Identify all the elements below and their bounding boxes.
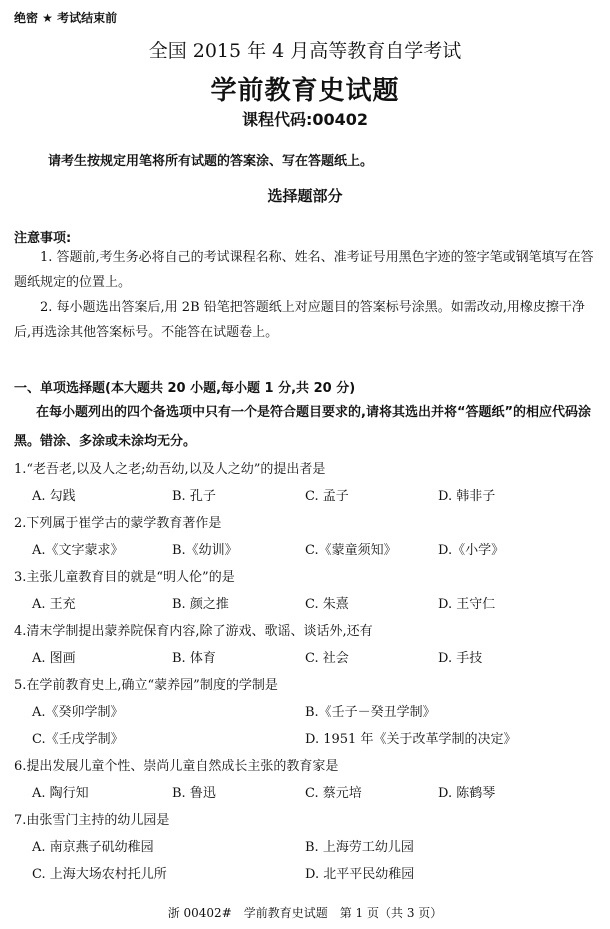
q7-option-b: B. 上海劳工幼儿园 xyxy=(305,840,414,855)
section-heading: 一、单项选择题(本大题共 20 小题,每小题 1 分,共 20 分) xyxy=(14,381,356,396)
q4-option-b: B. 体育 xyxy=(172,651,216,666)
q4-option-a: A. 图画 xyxy=(32,651,76,666)
question-5: 5.在学前教育史上,确立“蒙养园”制度的学制是 xyxy=(14,678,278,693)
secret-label: 绝密 ★ 考试结束前 xyxy=(14,11,118,25)
q2-option-d: D.《小学》 xyxy=(438,543,505,558)
section-description: 在每小题列出的四个备选项中只有一个是符合题目要求的,请将其选出并将“答题纸”的相应代码涂黑。错涂、多涂或未涂均无分。 xyxy=(14,405,592,449)
q2-option-c: C.《蒙童须知》 xyxy=(305,543,397,558)
q3-option-c: C. 朱熹 xyxy=(305,597,349,612)
q2-option-a: A.《文字蒙求》 xyxy=(32,543,124,558)
q1-option-b: B. 孔子 xyxy=(172,489,216,504)
part-title: 选择题部分 xyxy=(267,187,343,205)
q2-option-b: B.《幼训》 xyxy=(172,543,238,558)
q7-option-a: A. 南京燕子矶幼稚园 xyxy=(32,840,154,855)
question-4: 4.清末学制提出蒙养院保育内容,除了游戏、歌谣、谈话外,还有 xyxy=(14,624,373,639)
question-7: 7.由张雪门主持的幼儿园是 xyxy=(14,813,170,828)
page-footer: 浙 00402# 学前教育史试题 第 1 页（共 3 页） xyxy=(167,906,443,920)
q6-option-c: C. 蔡元培 xyxy=(305,786,362,801)
q7-option-c: C. 上海大场农村托儿所 xyxy=(32,867,167,882)
exam-line: 全国 2015 年 4 月高等教育自学考试 xyxy=(148,40,462,62)
q1-option-c: C. 孟子 xyxy=(305,489,349,504)
q3-option-a: A. 王充 xyxy=(32,597,76,612)
question-1: 1.“老吾老,以及人之老;幼吾幼,以及人之幼”的提出者是 xyxy=(14,462,326,477)
q4-option-d: D. 手技 xyxy=(438,651,483,666)
q5-option-b: B.《壬子－癸丑学制》 xyxy=(305,705,436,720)
question-3: 3.主张儿童教育目的就是“明人伦”的是 xyxy=(14,570,235,585)
q5-option-d: D. 1951 年《关于改革学制的决定》 xyxy=(305,732,517,747)
q3-option-d: D. 王守仁 xyxy=(438,597,496,612)
page-title: 学前教育史试题 xyxy=(210,76,400,106)
notice-item-1: 1. 答题前,考生务必将自己的考试课程名称、姓名、准考证号用黑色字迹的签字笔或钢笔填写在答题纸规定的位置上。 xyxy=(14,250,594,290)
q5-option-a: A.《癸卯学制》 xyxy=(32,705,124,720)
q6-option-d: D. 陈鹤琴 xyxy=(438,786,496,801)
question-2: 2.下列属于崔学古的蒙学教育著作是 xyxy=(14,516,222,531)
q3-option-b: B. 颜之推 xyxy=(172,597,229,612)
q7-option-d: D. 北平平民幼稚园 xyxy=(305,867,415,882)
notice-item-2: 2. 每小题选出答案后,用 2B 铅笔把答题纸上对应题目的答案标号涂黑。如需改动,用橡皮擦干净后,再选涂其他答案标号。不能答在试题卷上。 xyxy=(14,300,585,340)
q6-option-a: A. 陶行知 xyxy=(32,786,89,801)
course-code: 课程代码:00402 xyxy=(241,110,369,129)
answer-requirement: 请考生按规定用笔将所有试题的答案涂、写在答题纸上。 xyxy=(48,154,374,169)
q1-option-d: D. 韩非子 xyxy=(438,489,496,504)
q4-option-c: C. 社会 xyxy=(305,651,349,666)
notice-heading: 注意事项: xyxy=(14,231,72,246)
q6-option-b: B. 鲁迅 xyxy=(172,786,216,801)
q1-option-a: A. 勾践 xyxy=(32,489,76,504)
q5-option-c: C.《壬戌学制》 xyxy=(32,732,124,747)
question-6: 6.提出发展儿童个性、崇尚儿童自然成长主张的教育家是 xyxy=(14,759,339,774)
